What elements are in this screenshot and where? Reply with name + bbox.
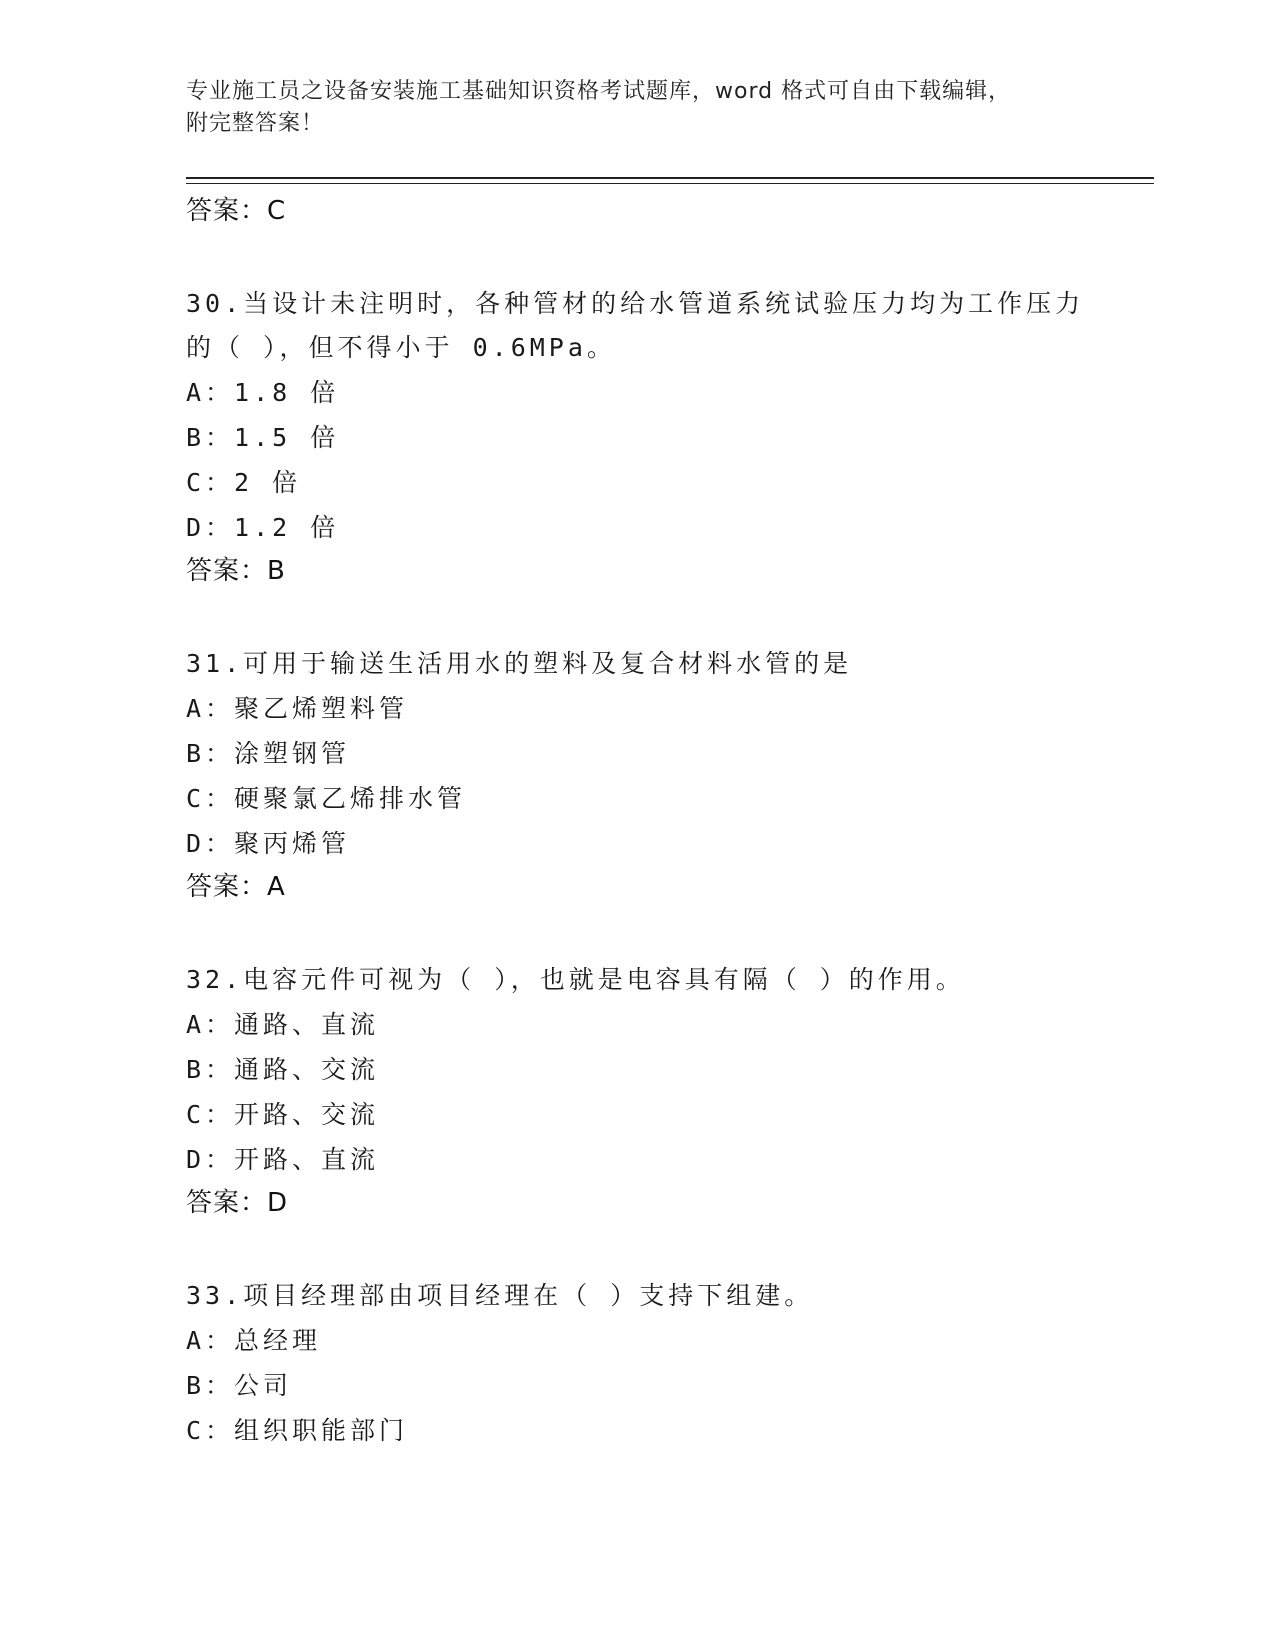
answer-line: 答案：B	[186, 556, 286, 586]
question-block	[186, 1274, 1086, 1453]
option-d: D：开路、直流	[186, 1145, 380, 1174]
spacer	[186, 592, 1086, 642]
option-d: D：聚丙烯管	[186, 829, 351, 858]
question-stem: 30.当设计未注明时，各种管材的给水管道系统试验压力均为工作压力	[186, 289, 1085, 318]
option-b: B：公司	[186, 1371, 293, 1400]
option-a: A：总经理	[186, 1326, 322, 1355]
option-a: A：通路、直流	[186, 1010, 380, 1039]
spacer	[186, 232, 1086, 282]
answer-line: 答案：C	[186, 196, 287, 226]
header-line-1: 专业施工员之设备安装施工基础知识资格考试题库，word 格式可自由下载编辑，	[186, 79, 1012, 104]
document-header	[186, 76, 1086, 140]
header-line-2: 附完整答案！	[186, 111, 325, 136]
option-b: B：涂塑钢管	[186, 739, 351, 768]
header-divider-thin	[186, 183, 1154, 184]
answer-line: 答案：D	[186, 1188, 289, 1218]
option-c: C：硬聚氯乙烯排水管	[186, 784, 467, 813]
question-stem: 32.电容元件可视为（ ），也就是电容具有隔（ ）的作用。	[186, 965, 965, 994]
question-stem-continuation: 的（ ），但不得小于 0.6MPa。	[186, 333, 616, 362]
spacer	[186, 1224, 1086, 1274]
question-list	[186, 190, 1086, 1453]
spacer	[186, 908, 1086, 958]
question-block	[186, 282, 1086, 592]
option-a: A：1.8 倍	[186, 378, 340, 407]
question-stem: 31.可用于输送生活用水的塑料及复合材料水管的是	[186, 649, 853, 678]
header-divider-thick	[186, 177, 1154, 179]
option-c: C：组织职能部门	[186, 1416, 409, 1445]
option-c: C：开路、交流	[186, 1100, 380, 1129]
question-stem: 33.项目经理部由项目经理在（ ）支持下组建。	[186, 1281, 814, 1310]
question-block	[186, 642, 1086, 908]
option-d: D：1.2 倍	[186, 513, 340, 542]
option-a: A：聚乙烯塑料管	[186, 694, 409, 723]
answer-line: 答案：A	[186, 872, 286, 902]
option-b: B：1.5 倍	[186, 423, 340, 452]
option-c: C：2 倍	[186, 468, 302, 497]
question-block	[186, 958, 1086, 1224]
option-b: B：通路、交流	[186, 1055, 380, 1084]
